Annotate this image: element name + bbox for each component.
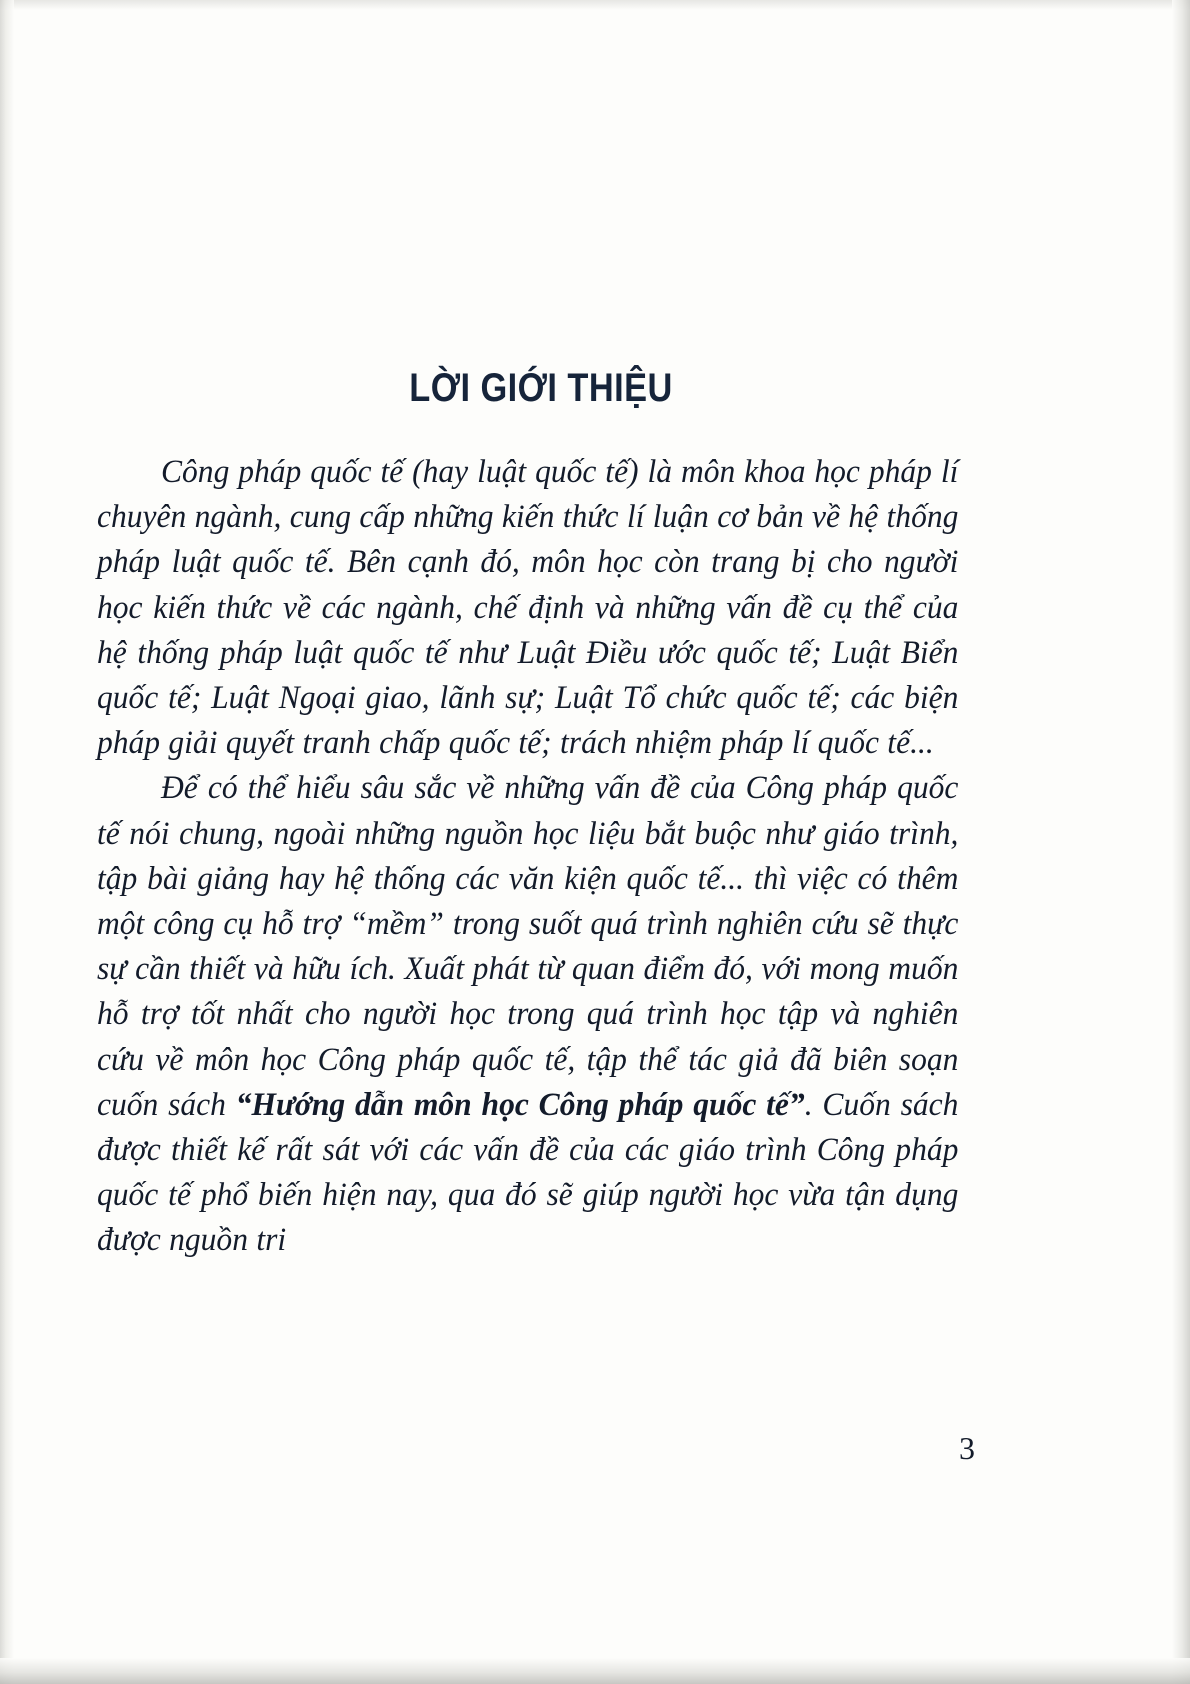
- book-title-emphasis: “Hướng dẫn môn học Công pháp quốc tế”: [235, 1086, 805, 1123]
- paragraph-intro-scope: Công pháp quốc tế (hay luật quốc tế) là môn khoa học pháp lí chuyên ngành, cung cấp những kiến thức lí luận cơ bản về hệ thống pháp luật quốc tế. Bên cạnh đó, môn học còn trang bị cho người học kiến thức về các ngành, chế định và những vấn đề cụ thể của hệ thống pháp luật quốc tế như Luật Điều ước quốc tế; Luật Biển quốc tế; Luật Ngoại giao, lãnh sự; Luật Tổ chức quốc tế; các biện pháp giải quyết tranh chấp quốc tế; trách nhiệm pháp lí quốc tế...: [97, 454, 959, 762]
- paragraph-segment-tail: . Cuốn sách được thiết kế rất sát với các vấn đề của các giáo trình Công pháp quốc tế phổ biến hiện nay, qua đó sẽ giúp người học vừa tận dụng được nguồn tri: [97, 1086, 959, 1259]
- body-text-block: [97, 408, 985, 1264]
- paragraph-segment-lead: Để có thể hiểu sâu sắc về những vấn đề của Công pháp quốc tế nói chung, ngoài những nguồn học liệu bắt buộc như giáo trình, tập bài giảng hay hệ thống các văn kiện quốc tế... thì việc có thêm một công cụ hỗ trợ “mềm” trong suốt quá trình nghiên cứu sẽ thực sự cần thiết và hữu ích. Xuất phát từ quan điểm đó, với mong muốn hỗ trợ tốt nhất cho người học trong quá trình học tập và nghiên cứu về môn học Công pháp quốc tế, tập thể tác giả đã biên soạn cuốn sách: [97, 770, 959, 1123]
- paragraph-intro-purpose: [97, 766, 958, 1263]
- scan-edge-right: [1172, 0, 1190, 1684]
- page-content: [97, 0, 985, 1684]
- scan-edge-left: [0, 0, 14, 1684]
- page-title: LỜI GIỚI THIỆU: [409, 366, 673, 410]
- page-number: 3: [959, 1430, 975, 1466]
